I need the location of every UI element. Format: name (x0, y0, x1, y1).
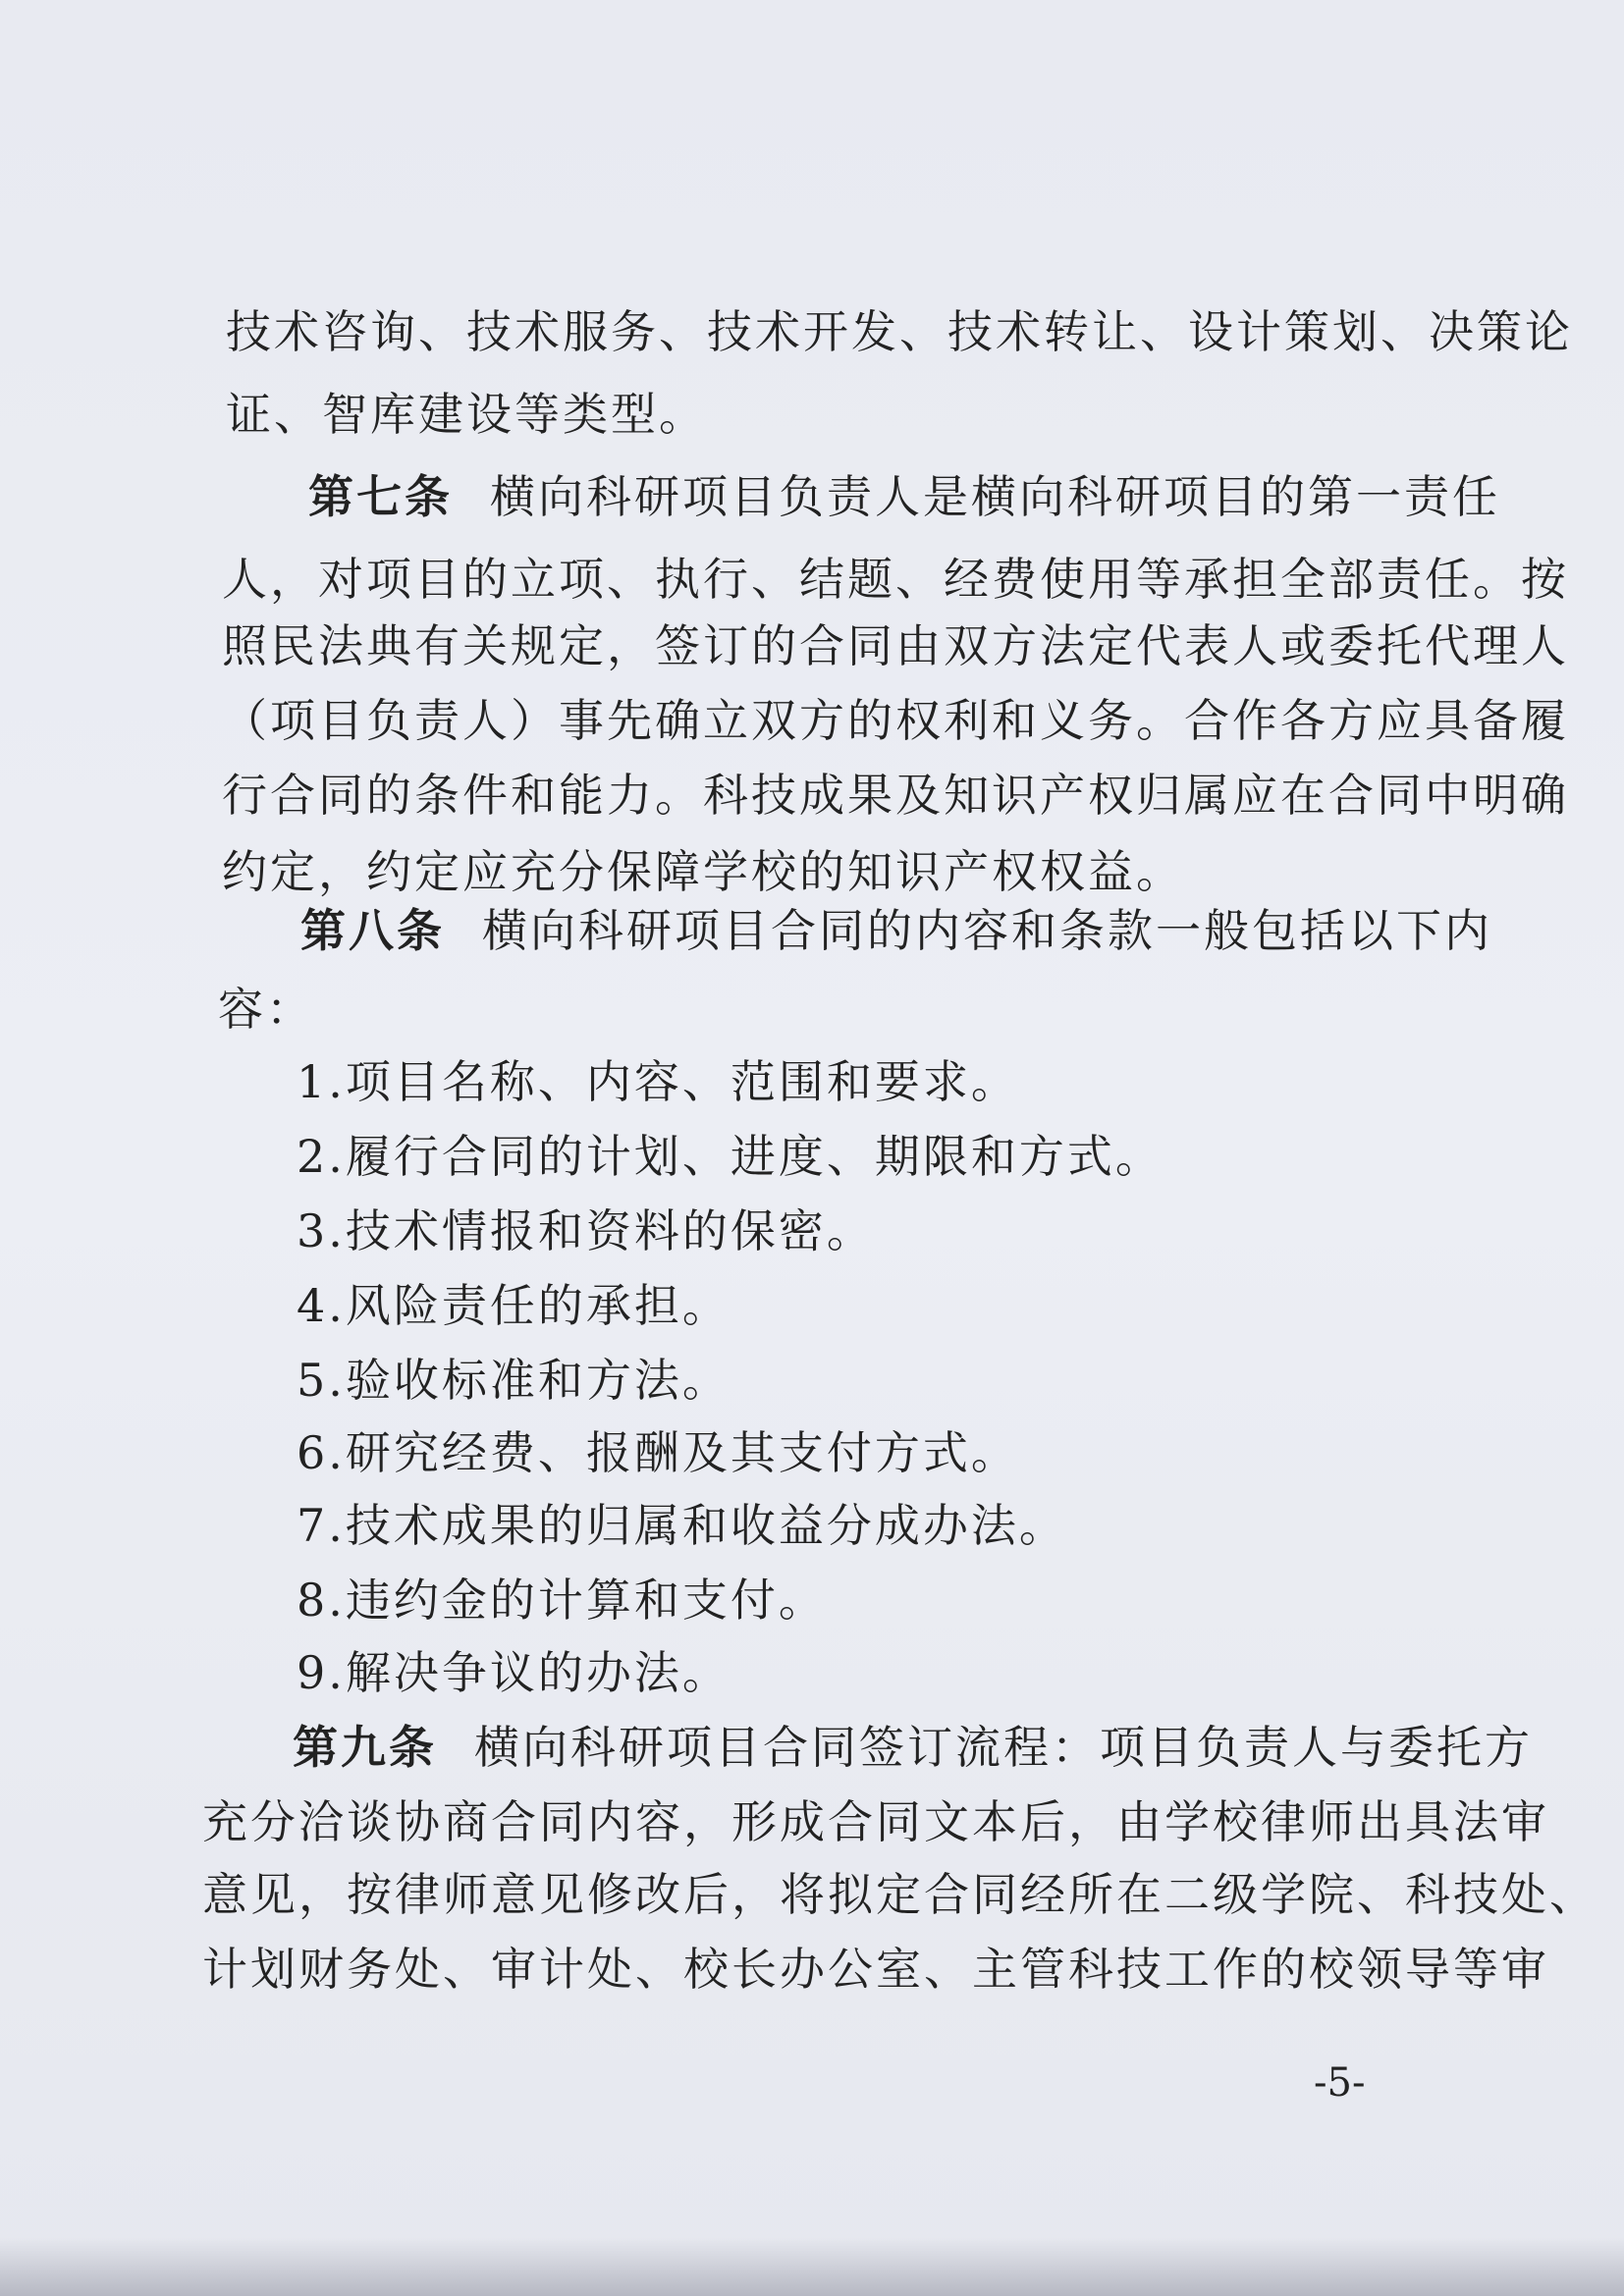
article9-line-2: 充分洽谈协商合同内容，形成合同文本后，由学校律师出具法审 (202, 1795, 1549, 1848)
article7-heading: 第七条 (308, 470, 453, 523)
list-item: 4.风险责任的承担。 (297, 1279, 731, 1332)
list-item: 2.履行合同的计划、进度、期限和方式。 (297, 1130, 1164, 1183)
article7-line-1-text: 横向科研项目负责人是横向科研项目的第一责任 (490, 470, 1500, 523)
article7-line-6: 约定，约定应充分保障学校的知识产权权益。 (222, 845, 1184, 898)
article7-line-4: （项目负责人）事先确立双方的权利和义务。合作各方应具备履 (222, 694, 1569, 747)
article8-line-2: 容： (218, 983, 314, 1036)
article9-heading: 第九条 (293, 1721, 437, 1774)
article8-heading: 第八条 (300, 904, 445, 957)
article8-line-1-text: 横向科研项目合同的内容和条款一般包括以下内 (482, 904, 1492, 957)
article9-line-1-text: 横向科研项目合同签订流程：项目负责人与委托方 (474, 1721, 1533, 1774)
page-number: -5- (1314, 2060, 1366, 2106)
list-item: 8.违约金的计算和支付。 (297, 1574, 827, 1627)
list-item: 6.研究经费、报酬及其支付方式。 (297, 1426, 1019, 1479)
article7-line-3: 照民法典有关规定，签订的合同由双方法定代表人或委托代理人 (222, 619, 1569, 672)
list-item: 3.技术情报和资料的保密。 (297, 1204, 875, 1257)
article7-line-5: 行合同的条件和能力。科技成果及知识产权归属应在合同中明确 (222, 769, 1569, 822)
scan-edge-shadow (0, 2237, 1624, 2296)
list-item: 5.验收标准和方法。 (297, 1354, 731, 1407)
list-item: 9.解决争议的办法。 (297, 1646, 731, 1699)
article7-line-1 (308, 469, 1500, 524)
article7-line-2: 人，对项目的立项、执行、结题、经费使用等承担全部责任。按 (222, 553, 1569, 606)
article9-line-1 (293, 1720, 1533, 1775)
list-item: 7.技术成果的归属和收益分成办法。 (297, 1499, 1067, 1552)
article8-line-1 (300, 903, 1492, 958)
article6-line-1: 技术咨询、技术服务、技术开发、技术转让、设计策划、决策论 (226, 305, 1573, 358)
article6-line-2: 证、智库建设等类型。 (226, 388, 707, 441)
article9-line-4: 计划财务处、审计处、校长办公室、主管科技工作的校领导等审 (202, 1943, 1549, 1996)
list-item: 1.项目名称、内容、范围和要求。 (297, 1055, 1019, 1108)
article9-line-3: 意见，按律师意见修改后，将拟定合同经所在二级学院、科技处、 (202, 1868, 1597, 1921)
